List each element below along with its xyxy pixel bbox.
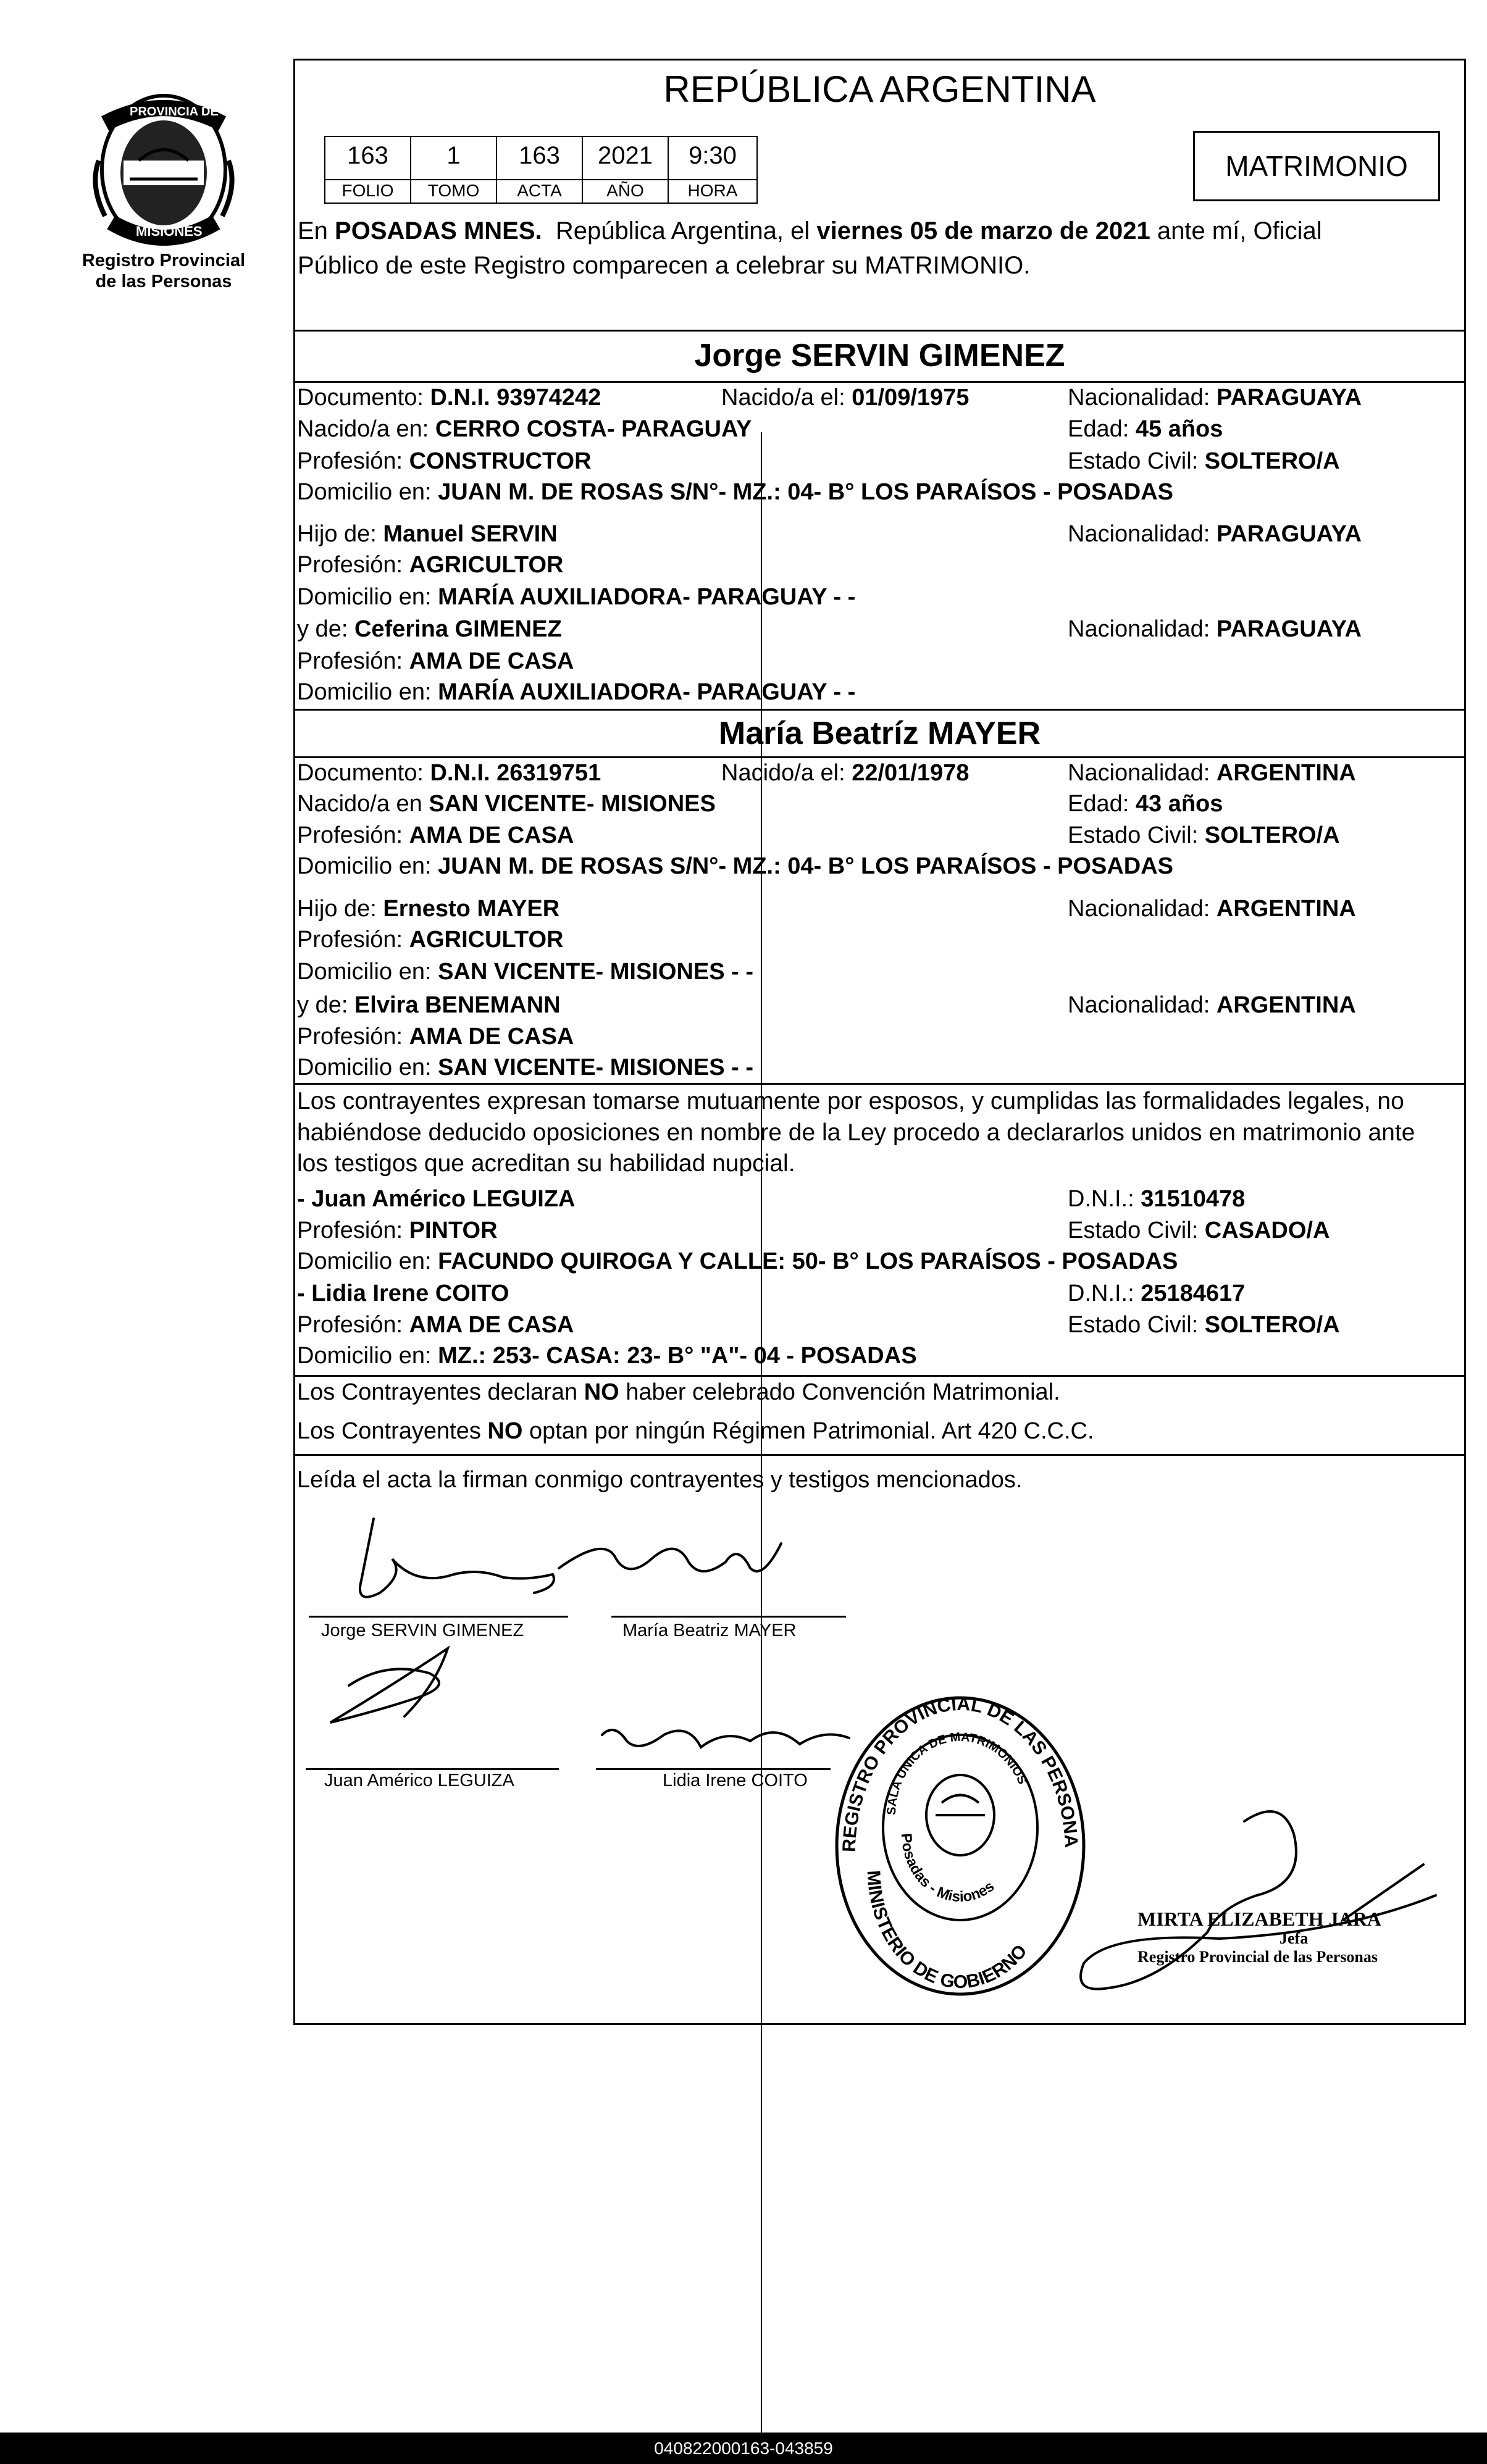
witness1-civil-status: [1068, 1217, 1330, 1244]
label: Estado Civil:: [1068, 1217, 1205, 1243]
spouse1-mother: [297, 616, 562, 643]
spouse2-profession: [297, 822, 574, 849]
seal-outer-bottom: MINISTERIO DE GOBIERNO: [863, 1869, 1031, 1993]
ano-value: 2021: [582, 136, 669, 180]
label: Nacionalidad:: [1068, 992, 1217, 1018]
value: AMA DE CASA: [409, 822, 574, 848]
act-type-box: MATRIMONIO: [1193, 131, 1440, 201]
value: AMA DE CASA: [409, 1024, 574, 1050]
witness1-address: [297, 1248, 1178, 1275]
value: D.N.I. 26319751: [430, 760, 601, 786]
label: D.N.I.:: [1068, 1280, 1141, 1306]
closing-statement: Leída el acta la firman conmigo contrayentes y testigos mencionados.: [297, 1467, 1023, 1493]
divider-spouse1-name: [293, 381, 1466, 383]
value: 43 años: [1135, 791, 1223, 817]
value: AGRICULTOR: [409, 927, 564, 953]
value: ARGENTINA: [1216, 992, 1356, 1018]
divider-spouse2-name: [293, 756, 1466, 758]
signature-name-1: Jorge SERVIN GIMENEZ: [321, 1621, 524, 1640]
spouse1-profession: [297, 448, 592, 475]
spouse2-mother-profession: [297, 1023, 574, 1050]
spouse2-mother-address: [297, 1054, 753, 1081]
hora-value: 9:30: [668, 136, 758, 180]
folio-label: FOLIO: [324, 179, 411, 204]
value: SOLTERO/A: [1204, 448, 1340, 474]
label: Profesión:: [297, 927, 409, 953]
signature-coito: [602, 1730, 849, 1747]
label: Estado Civil:: [1068, 1312, 1205, 1338]
officer-stamp: [1137, 1908, 1381, 1967]
seal-inner-bottom: Posadas - Misiones: [897, 1832, 998, 1906]
witness2-address: [297, 1342, 917, 1369]
emphasis: NO: [584, 1379, 619, 1405]
label: Nacido/a en: [297, 791, 429, 817]
value: CASADO/A: [1204, 1217, 1330, 1243]
value: JUAN M. DE ROSAS S/N°- MZ.: 04- B° LOS PARAÍSOS - POSADAS: [438, 479, 1173, 505]
spouse2-father-address: [297, 958, 753, 985]
declaration-line3: los testigos que acreditan su habilidad nupcial.: [297, 1150, 795, 1177]
spouse1-document: [297, 384, 601, 411]
value: 31510478: [1141, 1186, 1246, 1212]
intro-line2: Público de este Registro comparecen a celebrar su MATRIMONIO.: [298, 252, 1031, 279]
witness2-dni: [1068, 1280, 1245, 1307]
signature-line-3: [306, 1768, 559, 1770]
spouse1-address: [297, 478, 1173, 506]
signature-jorge: [360, 1519, 554, 1597]
label: Hijo de:: [297, 896, 383, 922]
label: Domicilio en:: [297, 479, 438, 505]
label: Profesión:: [297, 1217, 409, 1243]
signature-line-1: [309, 1616, 568, 1618]
value: Elvira BENEMANN: [354, 992, 561, 1018]
officer-role: Jefa: [1280, 1929, 1309, 1947]
signature-line-4: [596, 1768, 831, 1770]
label: y de:: [297, 992, 354, 1018]
spouse2-father: [297, 895, 559, 922]
spouse1-father-address: [297, 583, 855, 611]
label: Nacido/a el:: [721, 760, 852, 786]
label: Domicilio en:: [297, 584, 438, 610]
intro-date: viernes 05 de marzo de 2021: [816, 217, 1150, 244]
page-title: REPÚBLICA ARGENTINA: [663, 69, 1096, 110]
signature-name-3: Juan Américo LEGUIZA: [324, 1771, 514, 1790]
label: Profesión:: [297, 822, 409, 848]
text: Los Contrayentes declaran: [297, 1379, 584, 1405]
label: y de:: [297, 616, 354, 642]
label: Nacionalidad:: [1068, 896, 1217, 922]
value: 01/09/1975: [852, 385, 970, 411]
value: SOLTERO/A: [1204, 1312, 1340, 1338]
official-seal: [821, 1667, 1099, 2000]
label: Documento:: [297, 385, 430, 411]
value: Ceferina GIMENEZ: [354, 616, 562, 642]
label: Estado Civil:: [1068, 448, 1205, 474]
footer-code: 040822000163-043859: [654, 2439, 833, 2458]
text: optan por ningún Régimen Patrimonial. Art 420 C.C.C.: [522, 1418, 1094, 1444]
intro-text-1: En: [298, 217, 335, 244]
text: Los Contrayentes: [297, 1418, 488, 1444]
label: Profesión:: [297, 1312, 409, 1338]
label: Domicilio en:: [297, 959, 438, 985]
value: 45 años: [1135, 416, 1223, 442]
value: CONSTRUCTOR: [409, 448, 592, 474]
label: Edad:: [1068, 416, 1136, 442]
value: Manuel SERVIN: [383, 521, 558, 547]
officer-office: Registro Provincial de las Personas: [1137, 1948, 1378, 1966]
value: PARAGUAYA: [1216, 616, 1362, 642]
value: Ernesto MAYER: [383, 896, 560, 922]
spouse2-nationality: [1068, 759, 1356, 787]
value: 22/01/1978: [852, 760, 970, 786]
convention-line1: [297, 1379, 1060, 1406]
label: Profesión:: [297, 648, 409, 674]
spouse1-civil-status: [1068, 448, 1340, 475]
value: PARAGUAYA: [1216, 385, 1362, 411]
intro-text-2: República Argentina, el: [542, 217, 817, 244]
folio-value: 163: [324, 136, 411, 180]
value: PARAGUAYA: [1216, 521, 1362, 547]
signature-line-2: [611, 1616, 846, 1618]
ano-label: AÑO: [582, 179, 669, 204]
svg-text:SALA UNICA DE MATRIMONIOS: [885, 1731, 1029, 1816]
label: Nacionalidad:: [1068, 521, 1217, 547]
value: JUAN M. DE ROSAS S/N°- MZ.: 04- B° LOS PARAÍSOS - POSADAS: [438, 853, 1173, 879]
seal-inner-top: SALA UNICA DE MATRIMONIOS: [884, 1730, 1029, 1816]
spouse1-nationality: [1068, 384, 1362, 411]
logo-caption-line2: de las Personas: [95, 272, 232, 291]
label: Domicilio en:: [297, 679, 438, 705]
label: Nacionalidad:: [1068, 385, 1217, 411]
spouse1-father: [297, 520, 558, 548]
value: MARÍA AUXILIADORA- PARAGUAY - -: [438, 679, 856, 705]
spouse2-mother: [297, 992, 561, 1019]
logo-caption-line1: Registro Provincial: [82, 251, 246, 270]
value: PINTOR: [409, 1217, 498, 1243]
value: CERRO COSTA- PARAGUAY: [435, 416, 752, 442]
witness2-profession: [297, 1311, 574, 1338]
spouse2-age: [1068, 790, 1223, 817]
divider-spouse2-top: [293, 709, 1466, 711]
spouse1-mother-address: [297, 679, 855, 706]
acta-label: ACTA: [496, 179, 583, 204]
spouse1-birthplace: [297, 416, 752, 443]
label: Estado Civil:: [1068, 822, 1205, 848]
label: Documento:: [297, 760, 430, 786]
label: Edad:: [1068, 791, 1136, 817]
divider-declaration: [293, 1083, 1466, 1085]
value: AGRICULTOR: [409, 552, 564, 578]
logo-bottom-text: MISIONES: [136, 223, 203, 239]
spouse2-mother-nationality: [1068, 992, 1356, 1019]
acta-value: 163: [496, 136, 583, 180]
witness1-dni: [1068, 1185, 1245, 1213]
spouse2-father-profession: [297, 926, 563, 953]
label: Domicilio en:: [297, 1343, 438, 1369]
frame-top-border: [293, 59, 1466, 61]
signature-maria: [559, 1543, 781, 1571]
label: Domicilio en:: [297, 1248, 438, 1274]
value: D.N.I. 93974242: [430, 385, 601, 411]
value: 25184617: [1141, 1280, 1246, 1306]
value: AMA DE CASA: [409, 648, 574, 674]
spouse2-father-nationality: [1068, 895, 1356, 922]
label: Profesión:: [297, 1024, 409, 1050]
tomo-value: 1: [410, 136, 497, 180]
label: D.N.I.:: [1068, 1186, 1141, 1212]
spouse2-civil-status: [1068, 822, 1340, 849]
value: ARGENTINA: [1216, 896, 1356, 922]
tomo-label: TOMO: [410, 179, 497, 204]
text: haber celebrado Convención Matrimonial.: [619, 1379, 1060, 1405]
intro-text-3: ante mí, Oficial: [1150, 217, 1322, 244]
divider-convention: [293, 1375, 1466, 1377]
logo-top-text: PROVINCIA DE: [130, 105, 219, 119]
intro-line1: [298, 217, 1322, 244]
intro-place: POSADAS MNES.: [335, 217, 542, 244]
label: Domicilio en:: [297, 1055, 438, 1080]
witness2-civil-status: [1068, 1311, 1340, 1338]
value: SAN VICENTE- MISIONES - -: [438, 1055, 753, 1080]
registry-logo: [86, 86, 241, 253]
emphasis: NO: [487, 1418, 523, 1444]
spouse2-birthplace: [297, 790, 716, 817]
label: Nacido/a el:: [721, 385, 852, 411]
declaration-line2: habiéndose deducido oposiciones en nombre de la Ley procedo a declararlos unidos en matrimonio ante: [297, 1119, 1415, 1146]
spouse1-age: [1068, 416, 1223, 443]
value: FACUNDO QUIROGA Y CALLE: 50- B° LOS PARAÍSOS - POSADAS: [438, 1248, 1178, 1274]
seal-outer-top: REGISTRO PROVINCIAL DE LAS PERSONA: [839, 1693, 1082, 1853]
hora-label: HORA: [668, 179, 758, 204]
divider-closing: [293, 1454, 1466, 1456]
value: SAN VICENTE- MISIONES - -: [438, 959, 753, 985]
label: Nacionalidad:: [1068, 616, 1217, 642]
declaration-line1: Los contrayentes expresan tomarse mutuamente por esposos, y cumplidas las formalidades legales, no: [297, 1088, 1404, 1114]
label: Nacionalidad:: [1068, 760, 1217, 786]
divider-header: [293, 330, 1466, 332]
value: AMA DE CASA: [409, 1312, 574, 1338]
label: Domicilio en:: [297, 853, 438, 879]
value: SAN VICENTE- MISIONES: [429, 791, 716, 817]
convention-line2: [297, 1418, 1094, 1445]
spouse1-mother-profession: [297, 648, 574, 675]
label: Nacido/a en:: [297, 416, 435, 442]
seal-icon: [821, 1667, 1099, 2000]
label: Profesión:: [297, 448, 409, 474]
spouse1-father-profession: [297, 551, 563, 578]
signature-leguiza: [330, 1648, 448, 1723]
logo-caption: [56, 250, 272, 292]
spouse1-father-nationality: [1068, 520, 1362, 548]
signature-name-2: María Beatriz MAYER: [622, 1621, 797, 1640]
spouse2-address: [297, 853, 1173, 880]
value: MZ.: 253- CASA: 23- B° "A"- 04 - POSADAS: [438, 1343, 917, 1369]
witness1-profession: [297, 1217, 498, 1244]
officer-name: MIRTA ELIZABETH JARA: [1137, 1908, 1381, 1930]
label: Profesión:: [297, 552, 409, 578]
value: ARGENTINA: [1216, 760, 1356, 786]
spouse1-mother-nationality: [1068, 616, 1362, 643]
spouse1-birth-date: [721, 384, 969, 411]
value: MARÍA AUXILIADORA- PARAGUAY - -: [438, 584, 856, 610]
witness1-name: - Juan Américo LEGUIZA: [297, 1186, 576, 1212]
signature-name-4: Lidia Irene COITO: [663, 1771, 808, 1790]
witness2-name: - Lidia Irene COITO: [297, 1280, 509, 1306]
value: SOLTERO/A: [1204, 822, 1340, 848]
spouse2-name: María Beatríz MAYER: [718, 716, 1041, 751]
label: Hijo de:: [297, 521, 383, 547]
spouse2-birth-date: [721, 759, 969, 787]
spouse1-name: Jorge SERVIN GIMENEZ: [694, 338, 1065, 374]
spouse2-document: [297, 759, 601, 787]
